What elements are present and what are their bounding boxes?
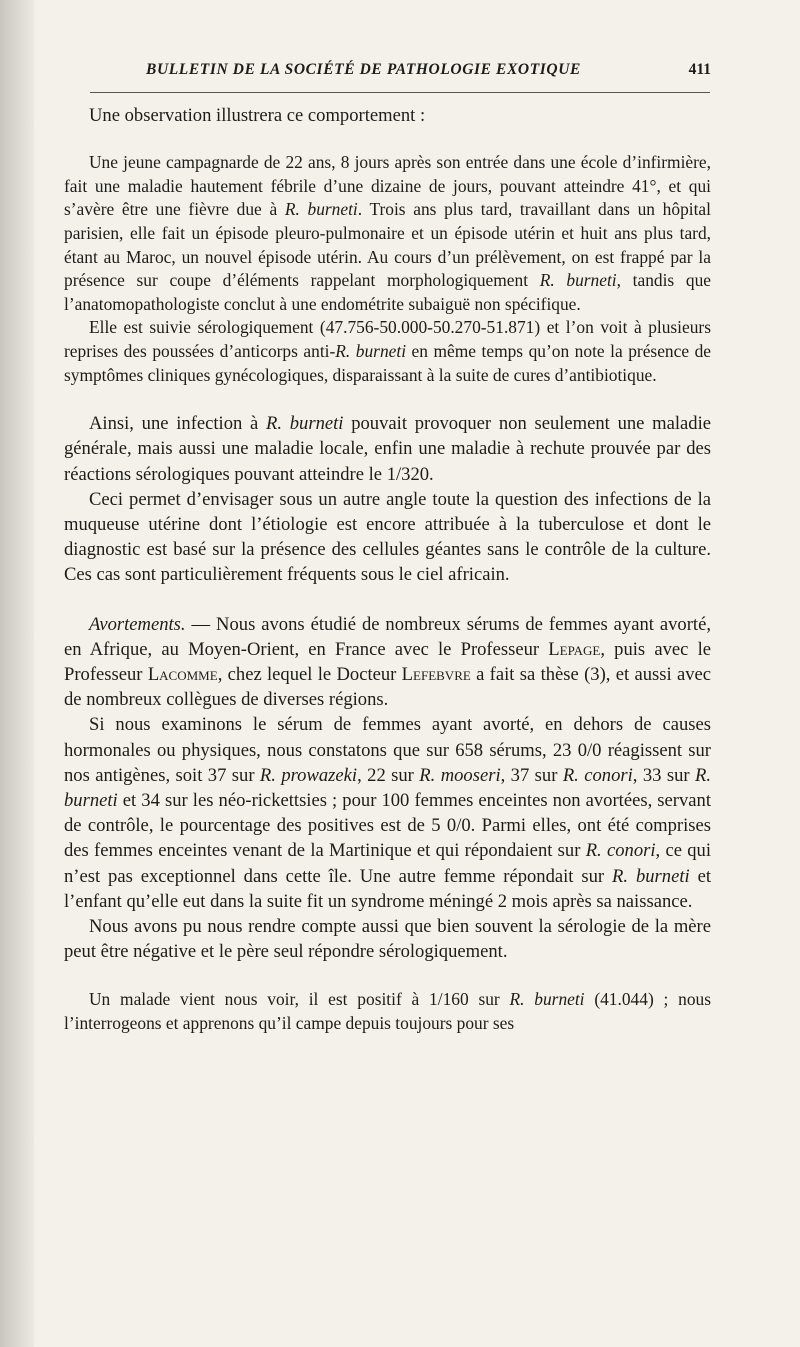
paragraph-conclusion: Ainsi, une infection à R. burneti pouvait provoquer non seulement une maladie générale, mais aussi une maladie locale, enfin une maladie à rechute prouvée par des réactions sérologiques pouvant atteindre le 1/320. [64, 413, 711, 485]
paragraph-case: Une jeune campagnarde de 22 ans, 8 jours après son entrée dans une école d’infirmière, fait une maladie hautement fébrile d’une dizaine de jours, pouvant atteindre 41°, et qui s’avère être une fièvre due à R. burneti. Trois ans plus tard, travaillant dans un hôpital parisien, elle fait un épisode pleuro-pulmonaire et un épisode utérin et huit ans plus tard, étant au Maroc, un nouvel épisode utérin. Au cours d’un prélèvement, on est frappé par la présence sur coupe d’éléments rappelant morphologiquement R. burneti, tandis que l’anatomopathologiste conclut à une endométrite subaiguë non spécifique. [64, 152, 711, 314]
paragraph-statistics: Si nous examinons le sérum de femmes ayant avorté, en dehors de causes hormonales ou physiques, nous constatons que sur 658 sérums, 23 0/0 réagissent sur nos antigènes, soit 37 sur R. prowazeki, 22 sur R. mooseri, 37 sur R. conori, 33 sur R. burneti et 34 sur les néo-rickettsies ; pour 100 femmes enceintes non avortées, servant de contrôle, le pourcentage des positives est de 5 0/0. Parmi elles, ont été comprises des femmes enceintes venant de la Martinique et qui répondaient sur R. conori, ce qui n’est pas exceptionnel dans cette île. Une autre femme répondait sur R. burneti et l’enfant qu’elle eut dans la suite fit un syndrome méningé 2 mois après sa naissance. [64, 714, 712, 912]
article-body [64, 103, 711, 1036]
header-rule [90, 92, 710, 93]
page-number: 411 [688, 61, 711, 78]
paragraph-patient: Un malade vient nous voir, il est positif à 1/160 sur R. burneti (41.044) ; nous l’interrogeons et apprenons qu’il campe depuis toujours pour ses [64, 989, 712, 1033]
book-spine-shadow [0, 0, 34, 1347]
paragraph-father: Nous avons pu nous rendre compte aussi que bien souvent la sérologie de la mère peut être négative et le père seul répondre sérologiquement. [64, 916, 711, 963]
paragraph-abortions: Avortements. — Nous avons étudié de nombreux sérums de femmes ayant avorté, en Afrique, au Moyen-Orient, en France avec le Professeur Lepage, puis avec le Professeur Lacomme, chez lequel le Docteur Lefebvre a fait sa thèse (3), et aussi avec de nombreux collègues de diverses régions. [64, 613, 711, 711]
running-header [146, 61, 711, 83]
paragraph-uterine: Ceci permet d’envisager sous un autre angle toute la question des infections de la muqueuse utérine dont l’étiologie est encore attribuée à la tuberculose et dont le diagnostic est basé sur la présence des cellules géantes sans le contrôle de la culture. Ces cas sont particulièrement fréquents sous le ciel africain. [64, 488, 711, 586]
journal-title: BULLETIN DE LA SOCIÉTÉ DE PATHOLOGIE EXOTIQUE [146, 61, 581, 78]
paragraph-serology: Elle est suivie sérologiquement (47.756-50.000-50.270-51.871) et l’on voit à plusieurs reprises des poussées d’anticorps anti-R. burneti en même temps qu’on note la présence de symptômes cliniques gynécologiques, disparaissant à la suite de cures d’antibiotique. [64, 317, 711, 385]
paragraph-intro: Une observation illustrera ce comportement : [89, 105, 426, 126]
